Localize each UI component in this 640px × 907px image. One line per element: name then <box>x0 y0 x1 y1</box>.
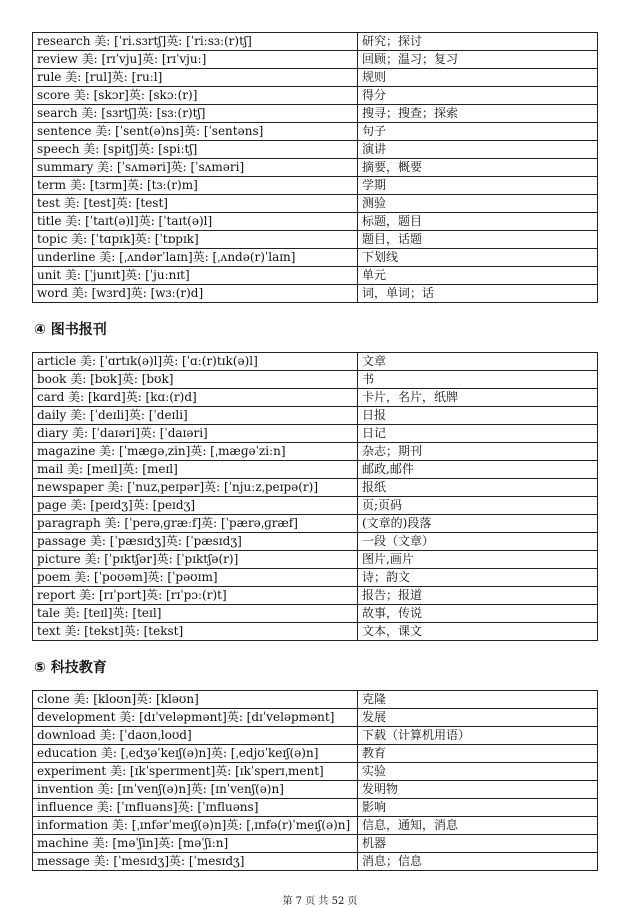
word-cell: machine 美: [məˈʃin]英: [məˈʃiːn] <box>33 835 358 853</box>
table-row <box>33 285 598 303</box>
word-cell: message 美: [ˈmesɪdʒ]英: [ˈmesɪdʒ] <box>33 853 358 871</box>
table-row <box>33 835 598 853</box>
table-row <box>33 727 598 745</box>
meaning-cell: 卡片，名片，纸牌 <box>358 389 598 407</box>
meaning-cell: 句子 <box>358 123 598 141</box>
meaning-cell: 影响 <box>358 799 598 817</box>
word-cell: unit 美: [ˈjunɪt]英: [ˈjuːnɪt] <box>33 267 358 285</box>
table-row <box>33 177 598 195</box>
table-row <box>33 51 598 69</box>
word-cell: paragraph 美: [ˈperəˌɡræːf]英: [ˈpærəˌɡræf] <box>33 515 358 533</box>
meaning-cell: 诗；韵文 <box>358 569 598 587</box>
vocab-table-body <box>33 353 598 641</box>
word-cell: page 美: [peɪdʒ]英: [peɪdʒ] <box>33 497 358 515</box>
word-cell: influence 美: [ˈɪnfluəns]英: [ˈɪnfluəns] <box>33 799 358 817</box>
table-row <box>33 87 598 105</box>
word-cell: mail 美: [meɪl]英: [meɪl] <box>33 461 358 479</box>
meaning-cell: 教育 <box>358 745 598 763</box>
meaning-cell: 发明物 <box>358 781 598 799</box>
word-cell: passage 美: [ˈpæsɪdʒ]英: [ˈpæsɪdʒ] <box>33 533 358 551</box>
word-cell: picture 美: [ˈpɪktʃər]英: [ˈpɪktʃə(r)] <box>33 551 358 569</box>
table-row <box>33 551 598 569</box>
word-cell: development 美: [dɪˈveləpmənt]英: [dɪˈveləpmənt] <box>33 709 358 727</box>
meaning-cell: 得分 <box>358 87 598 105</box>
table-row <box>33 267 598 285</box>
table-row <box>33 407 598 425</box>
word-cell: report 美: [rɪˈpɔrt]英: [rɪˈpɔː(r)t] <box>33 587 358 605</box>
vocab-table-2 <box>32 352 598 641</box>
word-cell: education 美: [ˌedʒəˈkeɪʃ(ə)n]英: [ˌedjʊˈkeɪʃ(ə)n] <box>33 745 358 763</box>
word-cell: word 美: [wɜrd]英: [wɜː(r)d] <box>33 285 358 303</box>
word-cell: download 美: [ˈdaʊnˌloʊd] <box>33 727 358 745</box>
word-cell: underline 美: [ˌʌndərˈlaɪn]英: [ˌʌndə(r)ˈlaɪn] <box>33 249 358 267</box>
word-cell: topic 美: [ˈtɑpɪk]英: [ˈtɒpɪk] <box>33 231 358 249</box>
word-cell: invention 美: [ɪnˈvenʃ(ə)n]英: [ɪnˈvenʃ(ə)n] <box>33 781 358 799</box>
word-cell: information 美: [ˌɪnfərˈmeɪʃ(ə)n]英: [ˌɪnfə(r)ˈmeɪʃ(ə)n] <box>33 817 358 835</box>
meaning-cell: 信息，通知，消息 <box>358 817 598 835</box>
table-row <box>33 371 598 389</box>
meaning-cell: 报纸 <box>358 479 598 497</box>
word-cell: card 美: [kɑrd]英: [kɑː(r)d] <box>33 389 358 407</box>
meaning-cell: 学期 <box>358 177 598 195</box>
meaning-cell: 词，单词；话 <box>358 285 598 303</box>
table-row <box>33 141 598 159</box>
table-row <box>33 515 598 533</box>
meaning-cell: 规则 <box>358 69 598 87</box>
meaning-cell: 演讲 <box>358 141 598 159</box>
word-cell: magazine 美: [ˈmæɡəˌzin]英: [ˌmæɡəˈziːn] <box>33 443 358 461</box>
table-row <box>33 353 598 371</box>
meaning-cell: 实验 <box>358 763 598 781</box>
table-row <box>33 817 598 835</box>
meaning-cell: 下载（计算机用语） <box>358 727 598 745</box>
meaning-cell: 图片,画片 <box>358 551 598 569</box>
word-cell: experiment 美: [ɪkˈsperɪment]英: [ɪkˈsperɪˌment] <box>33 763 358 781</box>
table-row <box>33 425 598 443</box>
meaning-cell: 消息；信息 <box>358 853 598 871</box>
word-cell: speech 美: [spitʃ]英: [spiːtʃ] <box>33 141 358 159</box>
meaning-cell: 回顾；温习；复习 <box>358 51 598 69</box>
table-row <box>33 763 598 781</box>
vocab-table-body <box>33 33 598 303</box>
word-cell: summary 美: [ˈsʌməri]英: [ˈsʌməri] <box>33 159 358 177</box>
table-row <box>33 389 598 407</box>
meaning-cell: 克隆 <box>358 691 598 709</box>
table-row <box>33 605 598 623</box>
table-row <box>33 195 598 213</box>
word-cell: test 美: [test]英: [test] <box>33 195 358 213</box>
table-row <box>33 533 598 551</box>
word-cell: article 美: [ˈɑrtɪk(ə)l]英: [ˈɑː(r)tɪk(ə)l] <box>33 353 358 371</box>
meaning-cell: 报告；报道 <box>358 587 598 605</box>
word-cell: title 美: [ˈtaɪt(ə)l]英: [ˈtaɪt(ə)l] <box>33 213 358 231</box>
table-row <box>33 69 598 87</box>
meaning-cell: 测验 <box>358 195 598 213</box>
word-cell: score 美: [skɔr]英: [skɔː(r)] <box>33 87 358 105</box>
meaning-cell: 发展 <box>358 709 598 727</box>
meaning-cell: 研究；探讨 <box>358 33 598 51</box>
word-cell: term 美: [tɜrm]英: [tɜː(r)m] <box>33 177 358 195</box>
word-cell: newspaper 美: [ˈnuzˌpeɪpər]英: [ˈnjuːzˌpeɪpə(r)] <box>33 479 358 497</box>
table-row <box>33 853 598 871</box>
meaning-cell: 一段（文章） <box>358 533 598 551</box>
word-cell: rule 美: [rul]英: [ruːl] <box>33 69 358 87</box>
table-row <box>33 745 598 763</box>
table-row <box>33 443 598 461</box>
word-cell: book 美: [bʊk]英: [bʊk] <box>33 371 358 389</box>
table-row <box>33 799 598 817</box>
meaning-cell: 机器 <box>358 835 598 853</box>
section-heading-books: ④ 图书报刊 <box>34 322 107 338</box>
word-cell: diary 美: [ˈdaɪəri]英: [ˈdaɪəri] <box>33 425 358 443</box>
meaning-cell: 下划线 <box>358 249 598 267</box>
word-cell: research 美: [ˈri.sɜrtʃ]英: [ˈriːsɜː(r)tʃ] <box>33 33 358 51</box>
meaning-cell: 日记 <box>358 425 598 443</box>
section-heading-tech-education: ⑤ 科技教育 <box>34 660 107 676</box>
meaning-cell: 邮政,邮件 <box>358 461 598 479</box>
word-cell: search 美: [sɜrtʃ]英: [sɜː(r)tʃ] <box>33 105 358 123</box>
meaning-cell: 摘要，概要 <box>358 159 598 177</box>
table-row <box>33 781 598 799</box>
meaning-cell: 杂志；期刊 <box>358 443 598 461</box>
word-cell: clone 美: [kloʊn]英: [kləʊn] <box>33 691 358 709</box>
table-row <box>33 569 598 587</box>
table-row <box>33 709 598 727</box>
vocab-table-3 <box>32 690 598 871</box>
table-row <box>33 623 598 641</box>
meaning-cell: 单元 <box>358 267 598 285</box>
word-cell: review 美: [rɪˈvju]英: [rɪˈvjuː] <box>33 51 358 69</box>
table-row <box>33 231 598 249</box>
table-row <box>33 105 598 123</box>
meaning-cell: 日报 <box>358 407 598 425</box>
word-cell: text 美: [tekst]英: [tekst] <box>33 623 358 641</box>
word-cell: poem 美: [ˈpoʊəm]英: [ˈpəʊɪm] <box>33 569 358 587</box>
meaning-cell: 故事，传说 <box>358 605 598 623</box>
table-row <box>33 213 598 231</box>
meaning-cell: (文章的)段落 <box>358 515 598 533</box>
table-row <box>33 249 598 267</box>
meaning-cell: 题目，话题 <box>358 231 598 249</box>
word-cell: tale 美: [teɪl]英: [teɪl] <box>33 605 358 623</box>
meaning-cell: 文章 <box>358 353 598 371</box>
word-cell: sentence 美: [ˈsent(ə)ns]英: [ˈsentəns] <box>33 123 358 141</box>
meaning-cell: 页;页码 <box>358 497 598 515</box>
table-row <box>33 691 598 709</box>
meaning-cell: 搜寻；搜查；探索 <box>358 105 598 123</box>
table-row <box>33 479 598 497</box>
meaning-cell: 书 <box>358 371 598 389</box>
table-row <box>33 497 598 515</box>
table-row <box>33 587 598 605</box>
meaning-cell: 文本，课文 <box>358 623 598 641</box>
table-row <box>33 461 598 479</box>
table-row <box>33 33 598 51</box>
table-row <box>33 123 598 141</box>
word-cell: daily 美: [ˈdeɪli]英: [ˈdeɪli] <box>33 407 358 425</box>
page-footer: 第 7 页 共 52 页 <box>282 896 358 907</box>
vocab-table-body <box>33 691 598 871</box>
table-row <box>33 159 598 177</box>
meaning-cell: 标题，题目 <box>358 213 598 231</box>
vocab-table-1 <box>32 32 598 303</box>
